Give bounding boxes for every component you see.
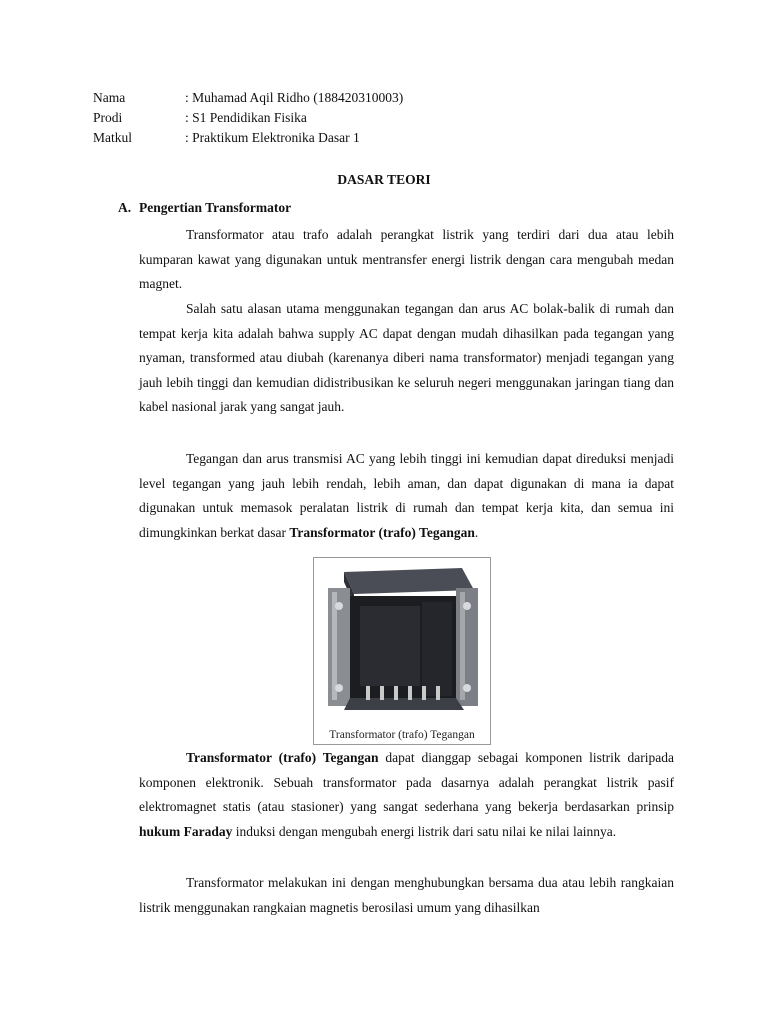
matkul-key: Matkul: [93, 130, 132, 145]
paragraph-3-text: Tegangan dan arus transmisi AC yang lebih tinggi ini kemudian dapat direduksi menjadi level tegangan yang jauh lebih rendah, lebih aman, dan dapat digunakan di mana ia dapat digunakan untuk memasok peralatan listrik di rumah dan tempat kerja kita, dan semua ini dimungkinkan berkat dasar: [139, 451, 674, 540]
student-info: [93, 88, 403, 148]
name-key: Nama: [93, 90, 126, 105]
paragraph-4-text-1: dapat dianggap sebagai komponen listrik daripada komponen elektronik. Sebuah transformator pada dasarnya adalah perangkat listrik pasif elektromagnet statis (atau stasioner) yang sangat sederhana yang bekerja berdasarkan prinsip: [139, 750, 674, 814]
paragraph-2: [139, 297, 674, 420]
paragraph-3-bold: Transformator (trafo) Tegangan: [289, 524, 475, 540]
name-value: : Muhamad Aqil Ridho (188420310003): [185, 90, 404, 105]
paragraph-3: [139, 447, 674, 545]
prodi-key: Prodi: [93, 110, 123, 125]
document-heading: DASAR TEORI: [337, 172, 431, 187]
section-heading: [118, 200, 291, 216]
prodi-value: : S1 Pendidikan Fisika: [185, 110, 307, 125]
paragraph-4-bold-term: Transformator (trafo) Tegangan: [186, 750, 379, 765]
paragraph-4-bold-faraday: hukum Faraday: [139, 823, 233, 839]
section-title: Pengertian Transformator: [139, 200, 292, 215]
paragraph-1: [139, 223, 674, 297]
paragraph-1-text: Transformator atau trafo adalah perangkat listrik yang terdiri dari dua atau lebih kumparan kawat yang digunakan untuk mentransfer energi listrik dengan cara mengubah medan magnet.: [139, 227, 674, 291]
paragraph-5: [139, 871, 674, 920]
matkul-row: [93, 128, 403, 148]
paragraph-2-text: Salah satu alasan utama menggunakan tegangan dan arus AC bolak-balik di rumah dan tempat kerja kita adalah bahwa supply AC dapat dengan mudah dihasilkan pada tegangan yang nyaman, transformed atau diubah (karenanya diberi nama transformator) menjadi tegangan yang jauh lebih tinggi dan kemudian didistribusikan ke seluruh negeri menggunakan jaringan tiang dan kabel nasional jarak yang sangat jauh.: [139, 301, 674, 414]
prodi-row: [93, 108, 403, 128]
name-row: [93, 88, 403, 108]
paragraph-5-text: Transformator melakukan ini dengan menghubungkan bersama dua atau lebih rangkaian listrik menggunakan rangkaian magnetis berosilasi umum yang dihasilkan: [139, 875, 674, 915]
transformer-figure: [313, 557, 491, 745]
figure-caption: Transformator (trafo) Tegangan: [329, 729, 475, 741]
paragraph-4-text-2: induksi dengan mengubah energi listrik dari satu nilai ke nilai lainnya.: [232, 823, 617, 839]
paragraph-3-end: .: [474, 524, 479, 540]
section-letter: A.: [118, 200, 132, 215]
transformer-image: [314, 558, 490, 718]
paragraph-4: [139, 746, 674, 844]
matkul-value: : Praktikum Elektronika Dasar 1: [185, 130, 360, 145]
